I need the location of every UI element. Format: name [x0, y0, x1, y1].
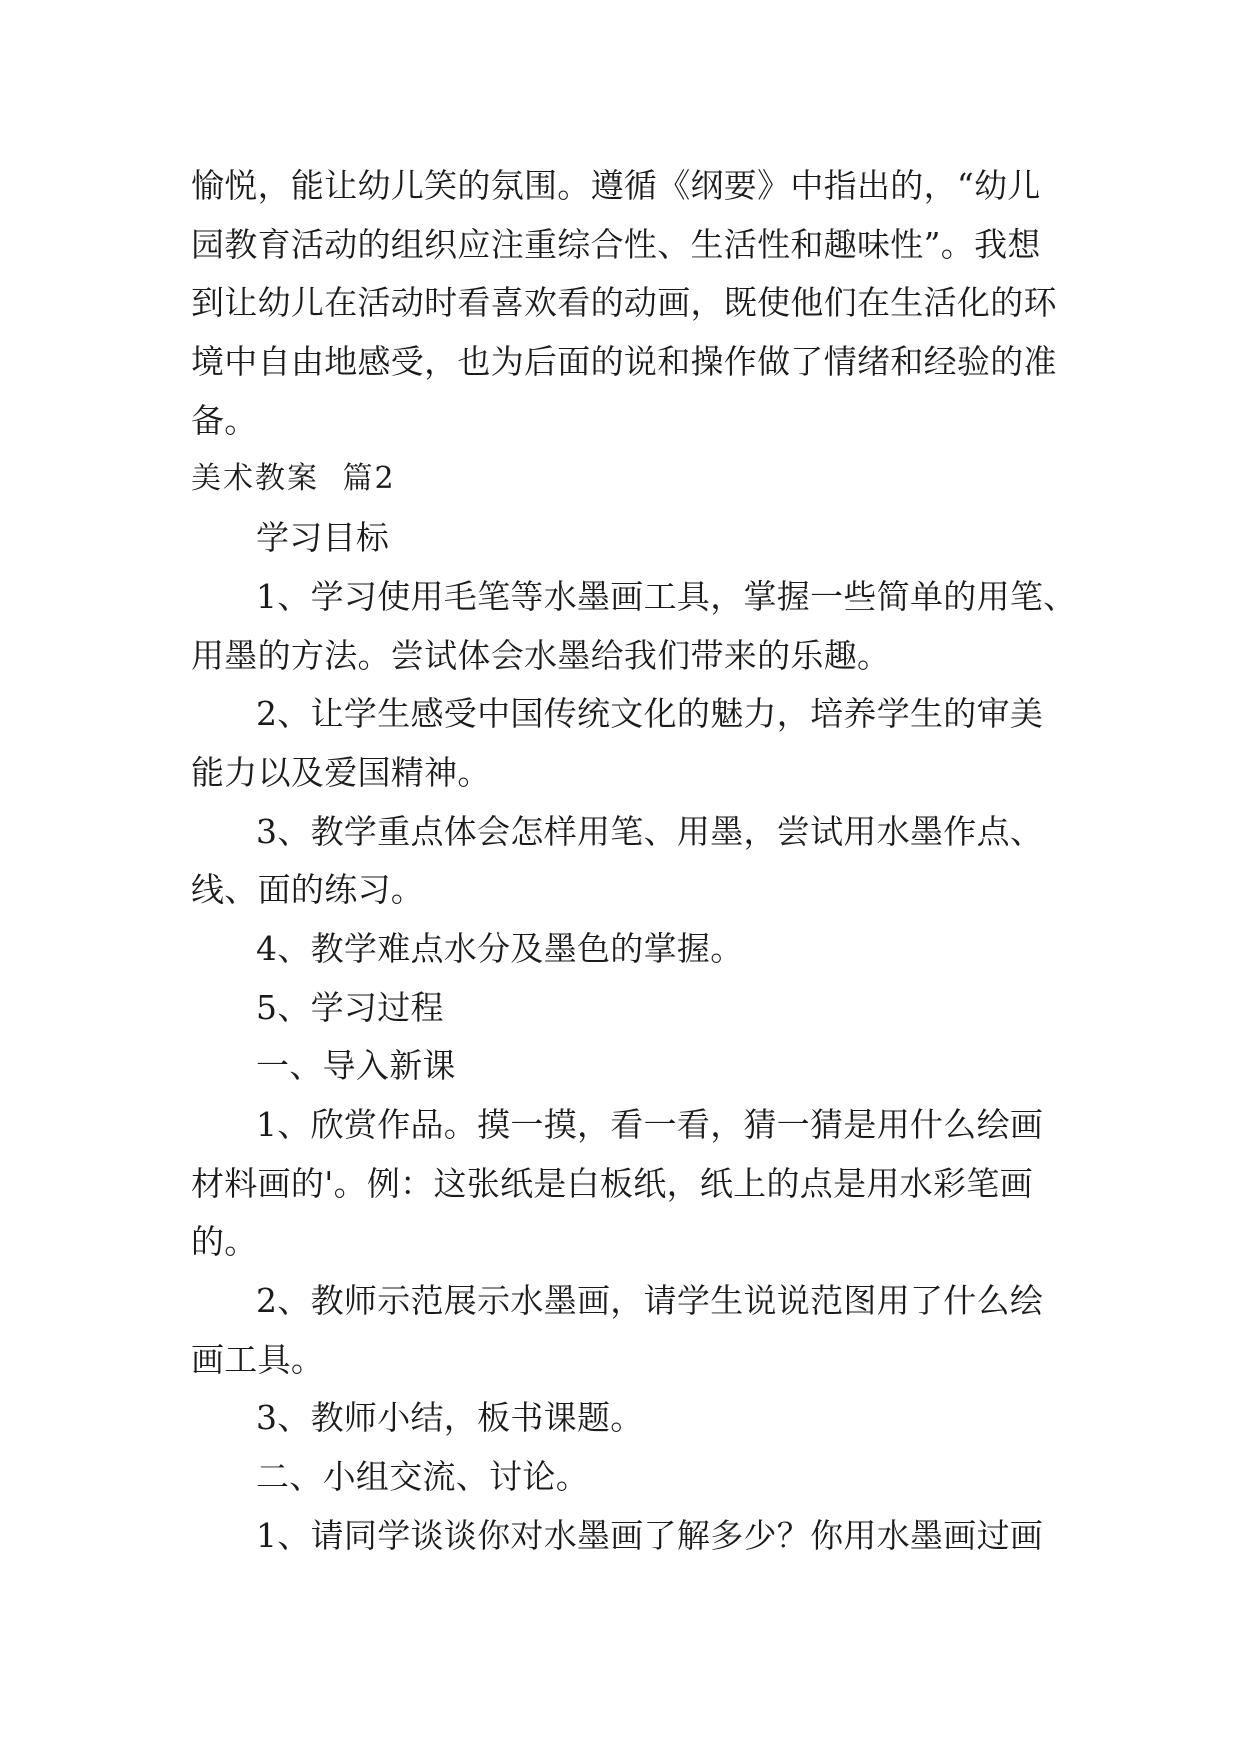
- section-heading: 美术教案 篇2: [191, 461, 396, 497]
- paragraph-step-1-item-3: [191, 1389, 1191, 1448]
- paragraph-step-1-item-1: [191, 1096, 1191, 1272]
- paragraph-goal-1: [191, 568, 1191, 685]
- paragraph-line: 材料画的'。例：这张纸是白板纸，纸上的点是用水彩笔画: [191, 1163, 1033, 1203]
- paragraph-line: 1、请同学谈谈你对水墨画了解多少？你用水墨画过画: [256, 1515, 1044, 1555]
- paragraph-line: 3、教师小结，板书课题。: [256, 1398, 644, 1438]
- paragraph-line: 的。: [191, 1222, 258, 1262]
- paragraph-line: 用墨的方法。尝试体会水墨给我们带来的乐趣。: [191, 635, 891, 675]
- paragraph-goal-5: [191, 979, 1191, 1038]
- paragraph-line: 画工具。: [191, 1339, 325, 1379]
- paragraph-line: 3、教学重点体会怎样用笔、用墨，尝试用水墨作点、: [256, 811, 1044, 851]
- paragraph-step-1-heading: [191, 1037, 1191, 1096]
- paragraph-line: 5、学习过程: [256, 987, 444, 1027]
- paragraph-step-1-item-2: [191, 1272, 1191, 1389]
- paragraph-line: 园教育活动的组织应注重综合性、生活性和趣味性”。我想: [191, 224, 1041, 264]
- paragraph-step-2-item-1: [191, 1507, 1191, 1566]
- paragraph-line: 线、面的练习。: [191, 870, 425, 910]
- paragraph-goal-2: [191, 685, 1191, 802]
- paragraph-goal-3: [191, 803, 1191, 920]
- paragraph-line: 境中自由地感受，也为后面的说和操作做了情绪和经验的准: [191, 342, 1057, 382]
- paragraph-line: 1、欣赏作品。摸一摸，看一看，猜一猜是用什么绘画: [256, 1105, 1044, 1144]
- paragraph-line: 2、教师示范展示水墨画，请学生说说范图用了什么绘: [256, 1281, 1044, 1321]
- paragraph-learning-goals: [191, 509, 1191, 568]
- paragraph-line: 学习目标: [256, 518, 390, 558]
- paragraph-line: 愉悦，能让幼儿笑的氛围。遵循《纲要》中指出的，“幼儿: [191, 166, 1041, 205]
- paragraph-line: 4、教学难点水分及墨色的掌握。: [256, 928, 744, 968]
- paragraph-line: 备。: [191, 400, 258, 440]
- paragraph-line: 能力以及爱国精神。: [191, 752, 491, 792]
- intro-paragraph: [191, 157, 1191, 450]
- paragraph-line: 一、导入新课: [256, 1046, 456, 1086]
- paragraph-line: 到让幼儿在活动时看喜欢看的动画，既使他们在生活化的环: [191, 283, 1057, 323]
- paragraph-step-2-heading: [191, 1448, 1191, 1507]
- paragraph-line: 1、学习使用毛笔等水墨画工具，掌握一些简单的用笔、: [256, 576, 1077, 616]
- document-body: [191, 157, 1191, 1566]
- paragraph-line: 二、小组交流、讨论。: [256, 1457, 589, 1497]
- paragraph-line: 2、让学生感受中国传统文化的魅力，培养学生的审美: [256, 694, 1044, 734]
- paragraph-goal-4: [191, 920, 1191, 979]
